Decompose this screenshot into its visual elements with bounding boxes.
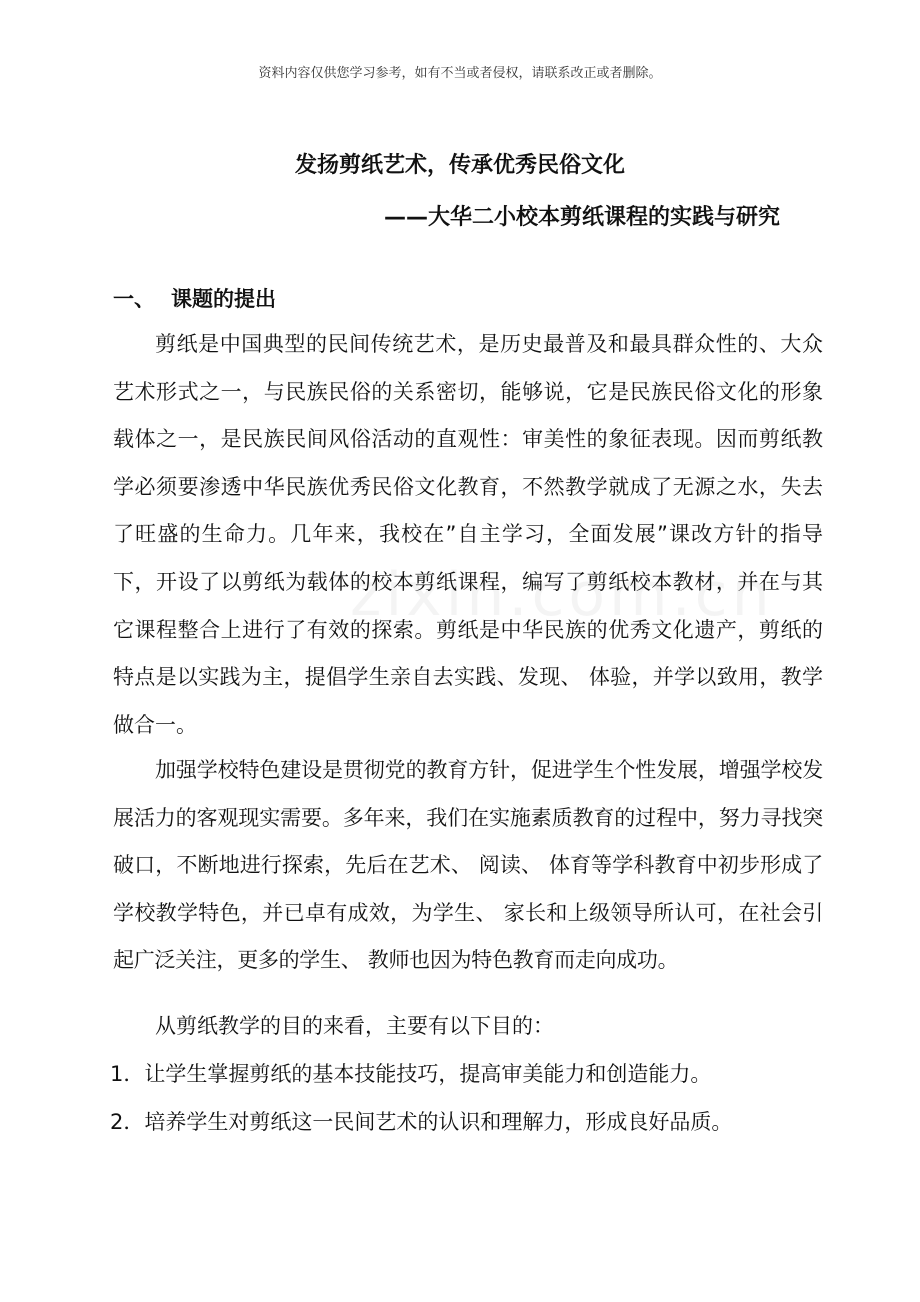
paragraph-intro: 剪纸是中国典型的民间传统艺术，是历史最普及和最具群众性的、大众艺术形式之一，与民族民俗的关系密切，能够说，它是民族民俗文化的形象载体之一，是民族民间风俗活动的直观性：审美性的象征表现。因而剪纸教学必须要渗透中华民族优秀民俗文化教育，不然教学就成了无源之水，失去了旺盛的生命力。几年来，我校在”自主学习，全面发展”课改方针的指导下，开设了以剪纸为载体的校本剪纸课程，编写了剪纸校本教材，并在与其它课程整合上进行了有效的探索。剪纸是中华民族的优秀文化遗产，剪纸的特点是以实践为主，提倡学生亲自去实践、发现、 体验，并学以致用，教学做合一。 [113, 332, 823, 737]
paragraph-school-features: 加强学校特色建设是贯彻党的教育方针，促进学生个性发展，增强学校发展活力的客观现实需要。多年来，我们在实施素质教育的过程中，努力寻找突破口，不断地进行探索，先后在艺术、 阅读、 体育等学科教育中初步形成了学校教学特色，并已卓有成效，为学生、 家长和上级领导所认可，在社会引起广泛关注，更多的学生、 教师也因为特色教育而走向成功。 [113, 758, 823, 973]
goal-item: 2．培养学生对剪纸这一民间艺术的认识和理解力，形成良好品质。 [110, 1110, 733, 1134]
document-title: 发扬剪纸艺术，传承优秀民俗文化 [294, 153, 625, 178]
goal-item: 1．让学生掌握剪纸的基本技能技巧，提高审美能力和创造能力。 [110, 1062, 712, 1086]
section-number: 一、 [113, 287, 155, 311]
document-subtitle: ——大华二小校本剪纸课程的实践与研究 [384, 205, 781, 230]
section-heading [113, 283, 276, 313]
section-title: 课题的提出 [171, 287, 276, 311]
disclaimer-header: 资料内容仅供您学习参考，如有不当或者侵权，请联系改正或者删除。 [258, 66, 662, 81]
paragraph-goals-intro: 从剪纸教学的目的来看，主要有以下目的： [155, 1014, 554, 1038]
